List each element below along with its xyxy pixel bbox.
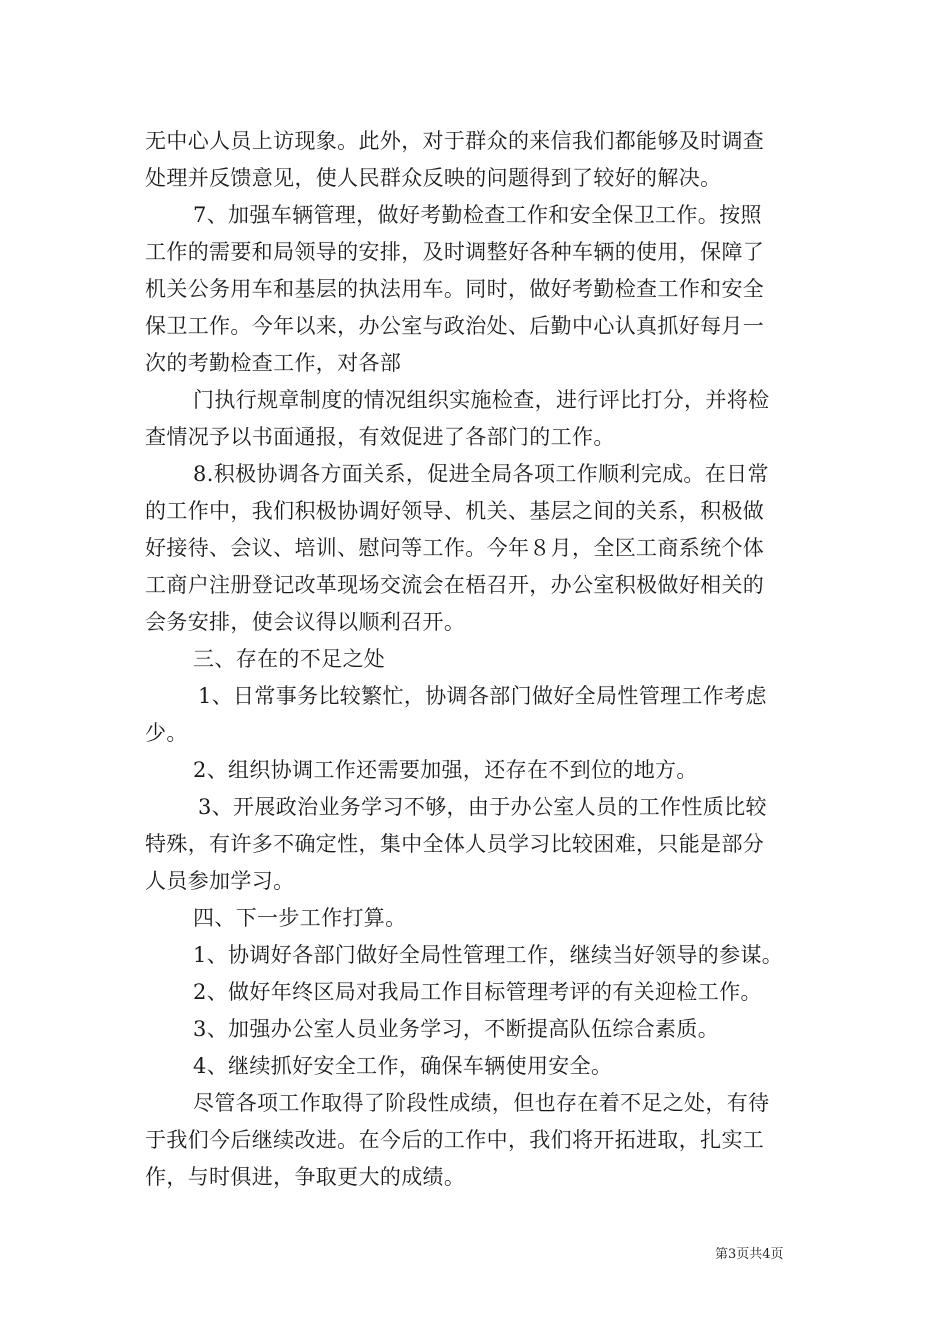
- list-item-line: 特殊，有许多不确定性，集中全体人员学习比较困难，只能是部分: [145, 832, 765, 856]
- list-item-line: 2、组织协调工作还需要加强，还存在不到位的地方。: [193, 758, 698, 782]
- body-text-line: 工作的需要和局领导的安排，及时调整好各种车辆的使用，保障了: [145, 240, 765, 264]
- body-text-line: 好接待、会议、培训、慰问等工作。今年８月，全区工商系统个体: [145, 536, 765, 560]
- list-item-line: 3、加强办公室人员业务学习，不断提高队伍综合素质。: [193, 1017, 720, 1041]
- body-text-line: 于我们今后继续改进。在今后的工作中，我们将开拓进取，扎实工: [145, 1128, 765, 1152]
- section-heading: 三、存在的不足之处: [193, 647, 386, 671]
- body-text-line: 尽管各项工作取得了阶段性成绩，但也存在着不足之处，有待: [193, 1091, 770, 1115]
- body-text-line: 门执行规章制度的情况组织实施检查，进行评比打分，并将检: [193, 388, 770, 412]
- section-heading: 四、下一步工作打算。: [193, 906, 407, 930]
- body-text-line: 作，与时俱进，争取更大的成绩。: [145, 1165, 466, 1189]
- body-text-line: 保卫工作。今年以来，办公室与政治处、后勤中心认真抓好每月一: [145, 314, 765, 338]
- list-item-line: 1、日常事务比较繁忙，协调各部门做好全局性管理工作考虑: [198, 684, 767, 708]
- body-text-line: 会务安排，使会议得以顺利召开。: [145, 610, 466, 634]
- body-text-line: 7、加强车辆管理，做好考勤检查工作和安全保卫工作。按照: [193, 203, 762, 227]
- list-item-line: 4、继续抓好安全工作，确保车辆使用安全。: [193, 1054, 613, 1078]
- body-text-line: 工商户注册登记改革现场交流会在梧召开，办公室积极做好相关的: [145, 573, 765, 597]
- body-text-line: 机关公务用车和基层的执法用车。同时，做好考勤检查工作和安全: [145, 277, 765, 301]
- page-number: 第3页共4页: [715, 1247, 784, 1262]
- body-text-line: 查情况予以书面通报，有效促进了各部门的工作。: [145, 425, 615, 449]
- body-text-line: 处理并反馈意见，使人民群众反映的问题得到了较好的解决。: [145, 166, 722, 190]
- list-item-line: 2、做好年终区局对我局工作目标管理考评的有关迎检工作。: [193, 980, 762, 1004]
- body-text-line: 8.积极协调各方面关系，促进全局各项工作顺利完成。在日常: [193, 462, 769, 486]
- list-item-line: 人员参加学习。: [145, 869, 295, 893]
- list-item-line: 3、开展政治业务学习不够，由于办公室人员的工作性质比较: [198, 795, 767, 819]
- body-text-line: 次的考勤检查工作，对各部: [145, 351, 402, 375]
- list-item-line: 1、协调好各部门做好全局性管理工作，继续当好领导的参谋。: [193, 943, 784, 967]
- body-text-line: 的工作中，我们积极协调好领导、机关、基层之间的关系，积极做: [145, 499, 765, 523]
- body-text-line: 无中心人员上访现象。此外，对于群众的来信我们都能够及时调查: [145, 129, 765, 153]
- list-item-line: 少。: [145, 721, 188, 745]
